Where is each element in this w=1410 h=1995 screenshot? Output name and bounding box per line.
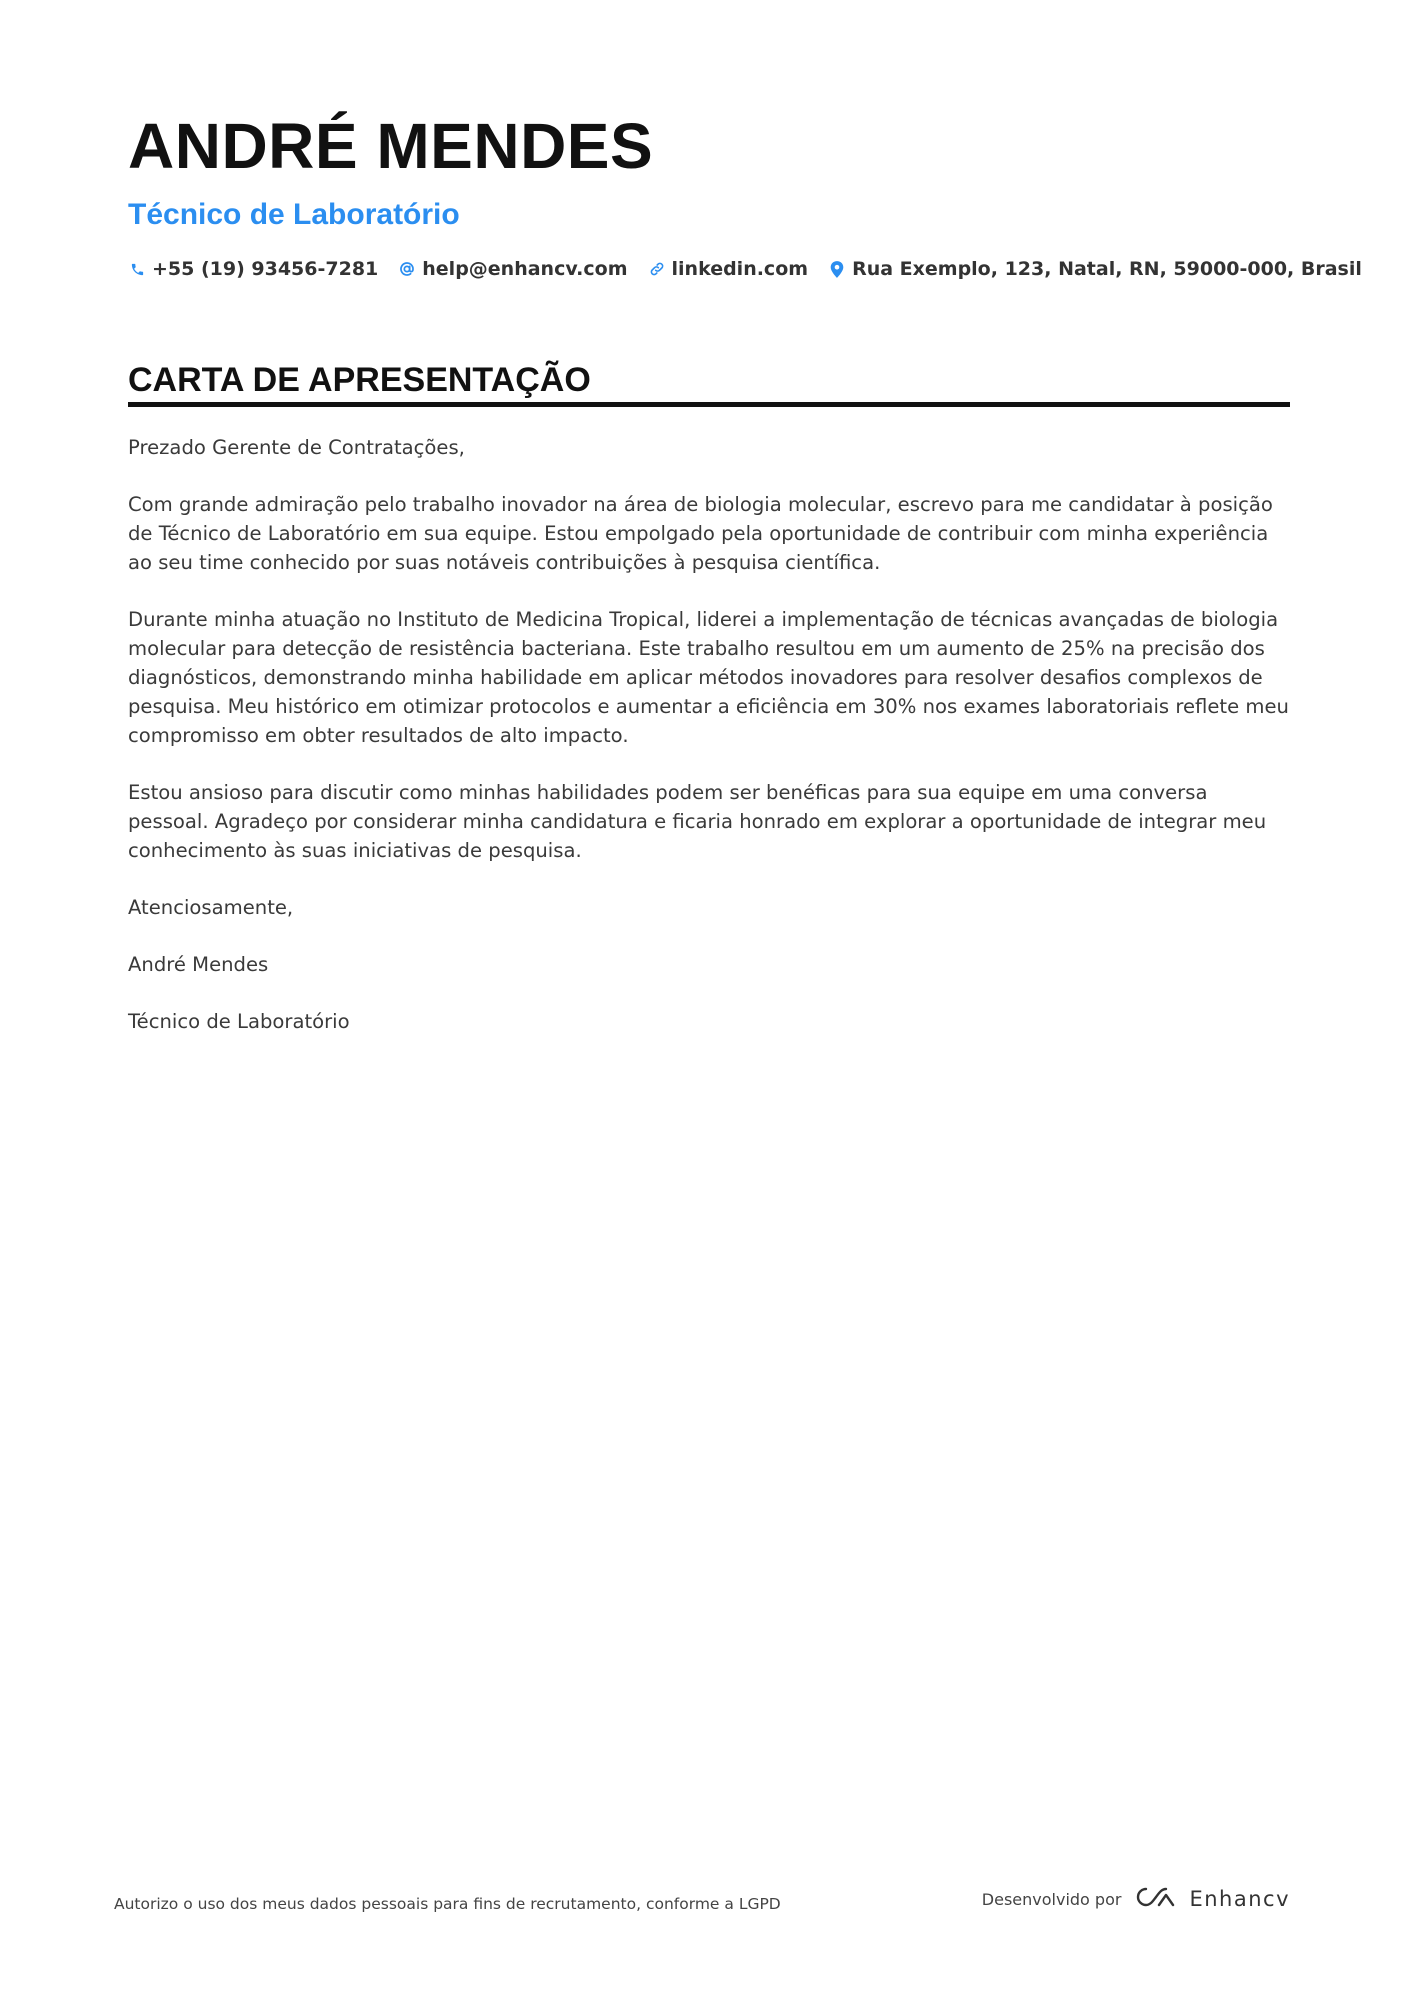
linkedin-text: linkedin.com: [671, 258, 809, 280]
candidate-name: ANDRÉ MENDES: [128, 110, 654, 182]
phone-text: +55 (19) 93456-7281: [152, 258, 379, 280]
signature-title: Técnico de Laboratório: [128, 1010, 350, 1033]
candidate-title: Técnico de Laboratório: [128, 198, 460, 231]
letter-paragraph: Estou ansioso para discutir como minhas habilidades podem ser benéficas para sua equipe em uma conversa pessoal. Agradeço por considerar minha candidatura e ficaria honrado em explorar a oportunidade de integrar meu conhecimento às suas iniciativas de pesquisa.: [128, 781, 1267, 862]
phone-icon: [128, 260, 146, 278]
letter-paragraph: Durante minha atuação no Instituto de Medicina Tropical, liderei a implementação de técnicas avançadas de biologia molecular para detecção de resistência bacteriana. Este trabalho resultou em um aumento de 25% na precisão dos diagnósticos, demonstrando minha habilidade em aplicar métodos inovadores para resolver desafios complexos de pesquisa. Meu histórico em otimizar protocolos e aumentar a eficiência em 30% nos exames laboratoriais reflete meu compromisso em obter resultados de alto impacto.: [128, 608, 1289, 747]
cover-letter-page: [128, 110, 1362, 1064]
address-text: Rua Exemplo, 123, Natal, RN, 59000-000, Brasil: [852, 258, 1362, 280]
section-title: CARTA DE APRESENTAÇÃO: [128, 360, 1290, 407]
letter-greeting: Prezado Gerente de Contratações,: [128, 436, 465, 459]
signature-name: André Mendes: [128, 953, 269, 976]
powered-by-label: Desenvolvido por: [981, 1889, 1122, 1909]
letter-body: [128, 433, 1290, 1036]
contact-address: [828, 258, 1362, 280]
letter-closing: Atenciosamente,: [128, 896, 294, 919]
enhancv-logo-icon: [1133, 1885, 1179, 1913]
letter-paragraph: Com grande admiração pelo trabalho inovador na área de biologia molecular, escrevo para me candidatar à posição de Técnico de Laboratório em sua equipe. Estou empolgado pela oportunidade de contribuir com minha experiência ao seu time conhecido por suas notáveis contribuições à pesquisa científica.: [128, 493, 1273, 574]
powered-by[interactable]: [982, 1885, 1290, 1913]
location-pin-icon: [828, 260, 846, 278]
contact-phone[interactable]: [128, 258, 378, 280]
consent-note: Autorizo o uso dos meus dados pessoais para fins de recrutamento, conforme a LGPD: [114, 1895, 781, 1913]
contact-linkedin[interactable]: [648, 258, 809, 280]
link-icon: [648, 260, 666, 278]
brand-name: Enhancv: [1189, 1887, 1290, 1911]
contact-email[interactable]: [398, 258, 627, 280]
contact-bar: [128, 258, 1362, 280]
email-text: help@enhancv.com: [422, 258, 628, 280]
at-icon: [398, 260, 416, 278]
